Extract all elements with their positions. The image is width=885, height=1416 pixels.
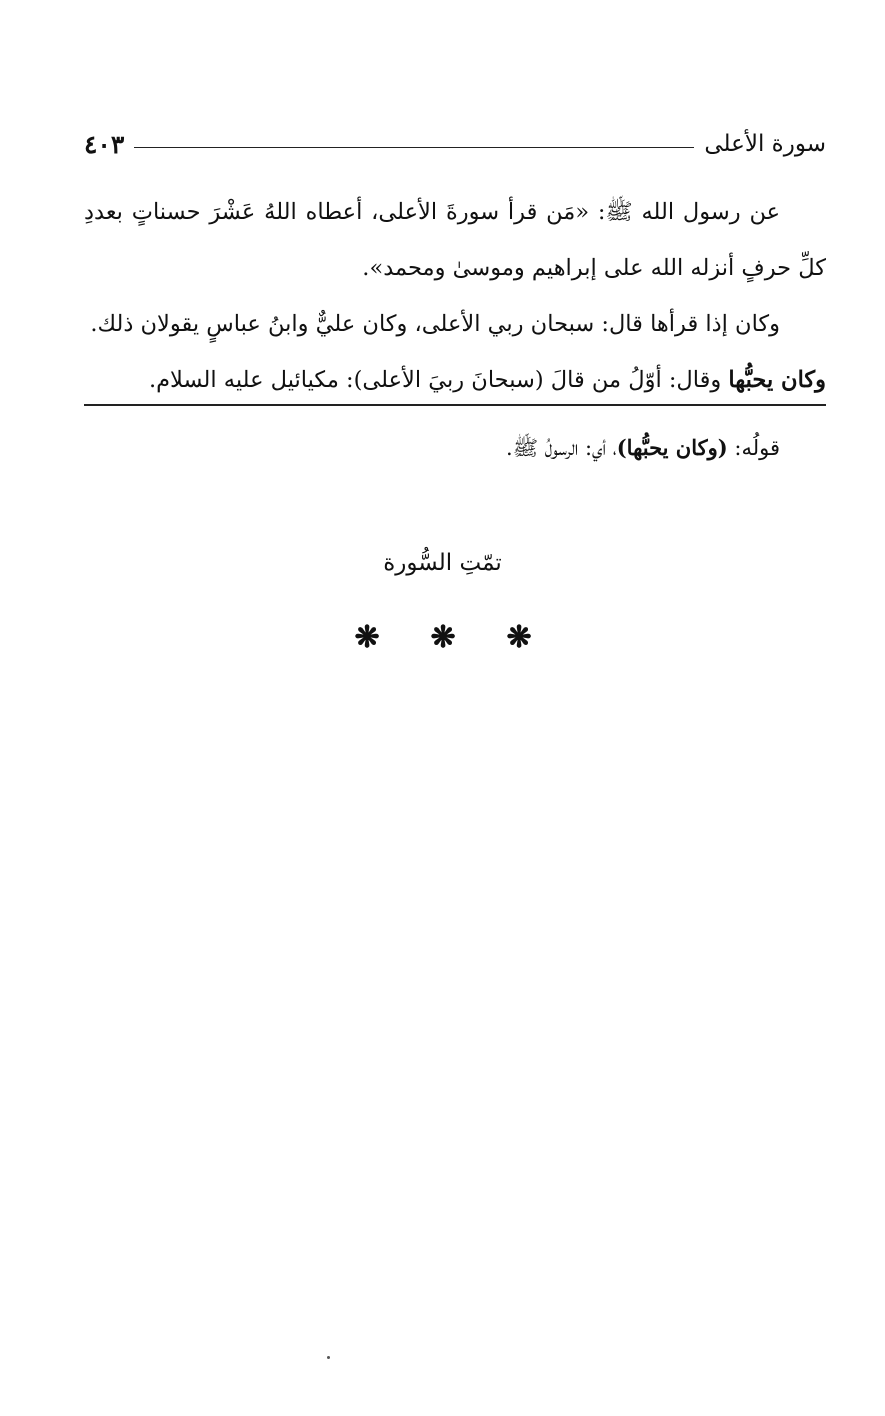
footnote-suffix: ، أي: الرسولُ ﷺ.: [506, 436, 617, 460]
section-ornament: [0, 620, 885, 655]
surah-end-title: تمّتِ السُّورة: [383, 550, 502, 576]
surah-title: سورة الأعلى: [704, 131, 826, 157]
star-ornament-icon: ❋: [354, 620, 380, 655]
paragraph-3-bold: وكان يحبُّها: [728, 367, 826, 393]
footnote-prefix: قولُه:: [727, 436, 780, 460]
footnote: [84, 426, 826, 470]
header-rule: [134, 147, 694, 148]
main-text: [84, 184, 826, 408]
paragraph-3-rest: وقال: أوّلُ من قالَ (سبحانَ ربيَ الأعلى): مكيائيل عليه السلام.: [148, 367, 729, 393]
star-ornament-icon: ❋: [506, 620, 532, 655]
running-header: [84, 124, 826, 164]
footnote-divider: [84, 404, 826, 406]
paragraph-1: عن رسول الله ﷺ: «مَن قرأ سورةَ الأعلى، أعطاه اللهُ عَشْرَ حسناتٍ بعددِ كلِّ حرفٍ أنزله الله على إبراهيم وموسىٰ ومحمد».: [84, 199, 826, 281]
page-number: ٤٠٣: [84, 129, 125, 159]
paragraph-2: وكان إذا قرأها قال: سبحان ربي الأعلى، وكان عليٌّ وابنُ عباسٍ يقولان ذلك.: [90, 311, 780, 337]
star-ornament-icon: ❋: [430, 620, 456, 655]
paragraph-3: [84, 352, 826, 408]
print-speck: [327, 1356, 330, 1359]
footnote-bold: (وكان يحبُّها): [616, 435, 728, 460]
